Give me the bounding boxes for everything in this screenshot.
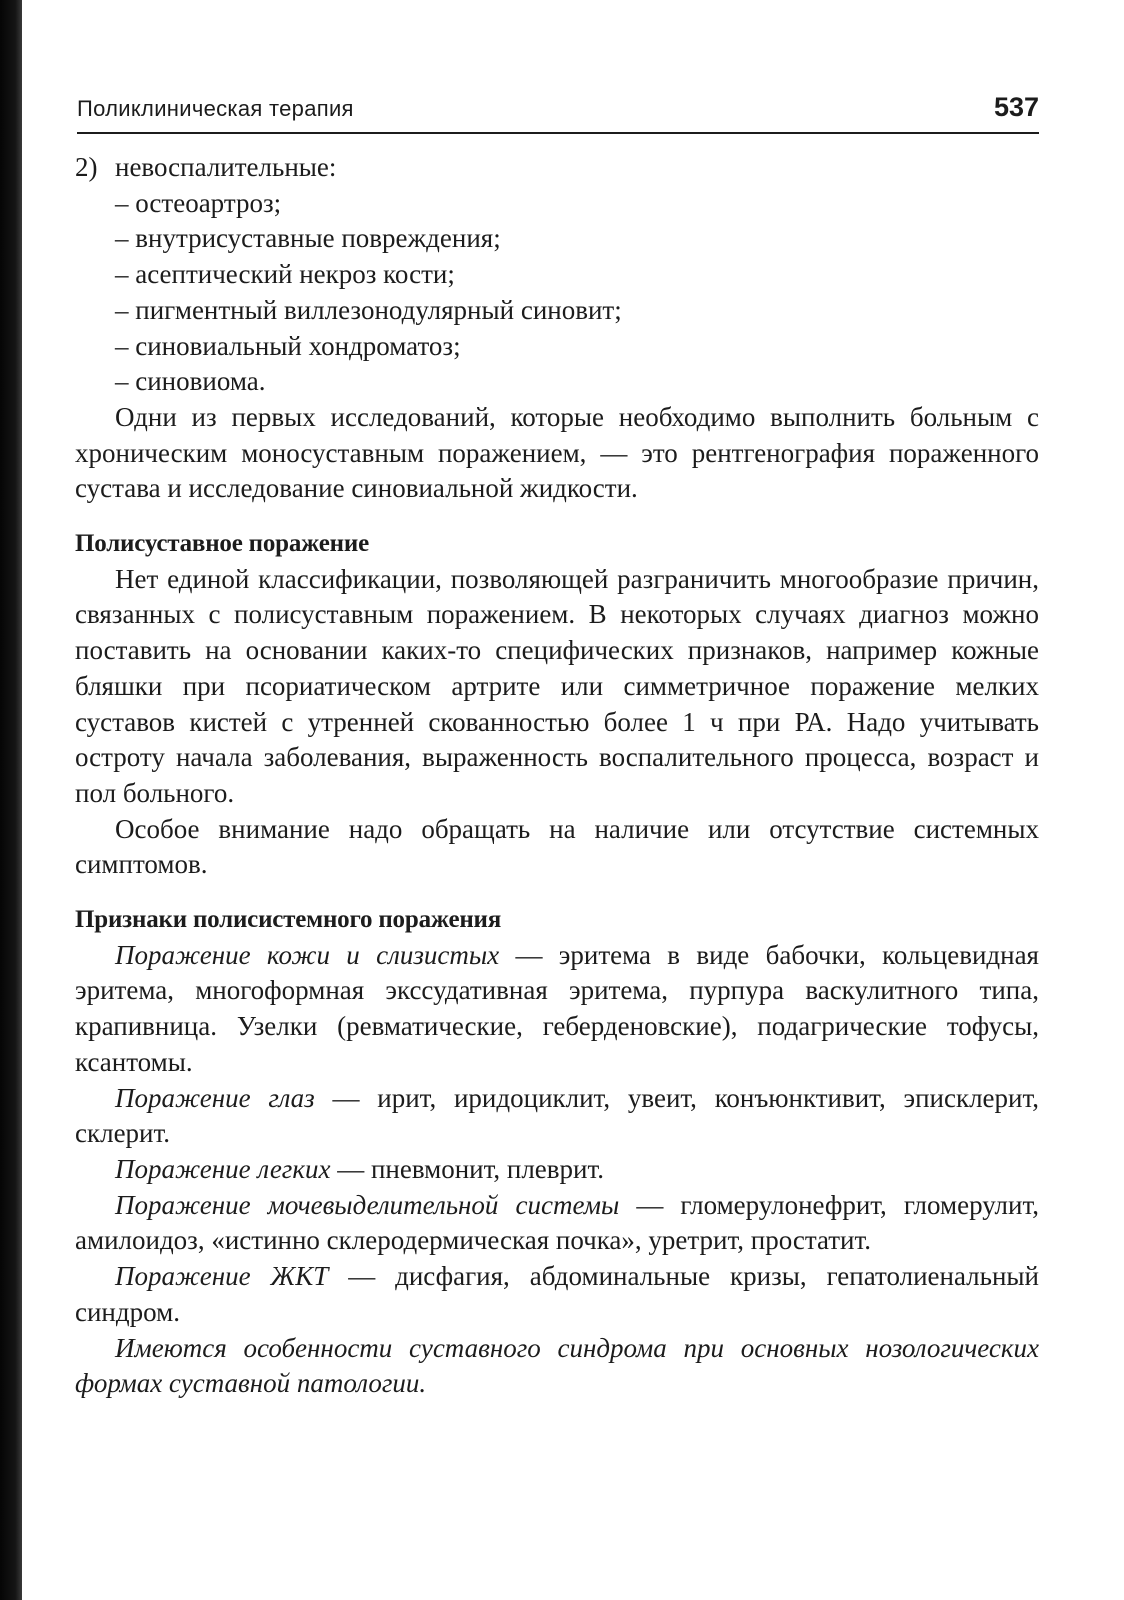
closing-remark: Имеются особенности суставного синдрома при основных нозологических формах суставной патологии. xyxy=(75,1332,1039,1399)
paragraph-polyarticular: Нет единой классификации, позволяющей разграничить многообразие причин, связанных с полисуставным поражением. В некоторых случаях диагноз можно поставить на основании каких-то специфических признаков, например кожные бляшки при псориатическом артрите или симметричное поражение мелких суставов кистей с утренней скованностью более 1 ч при РА. Надо учитывать остроту начала заболевания, выраженность воспалительного процесса, возраст и пол больного. xyxy=(75,563,1039,808)
lesion-term: Поражение ЖКТ xyxy=(115,1261,329,1292)
lesion-description: — эритема в виде бабочки, кольцевидная эритема, многоформная экссудативная эритема, пурпура васкулитного типа, крапивница. Узелки (ревматические, геберденовские), подагрические тофусы, ксантомы. xyxy=(75,939,1039,1077)
list-item: – синовиальный хондроматоз; xyxy=(115,330,461,361)
list-title: невоспалительные: xyxy=(115,152,337,182)
lesion-description: — гломерулонефрит, гломерулит, амилоидоз, «истинно склеродермическая почка», уретрит, простатит. xyxy=(75,1189,1039,1256)
list-heading xyxy=(75,150,1039,186)
lesion-entry-gi xyxy=(75,1259,1039,1330)
lesion-entry-eyes xyxy=(75,1081,1039,1152)
lesion-entry-skin xyxy=(75,938,1039,1081)
lesion-term: Поражение кожи и слизистых xyxy=(115,939,500,970)
list-item: – пигментный виллезонодулярный синовит; xyxy=(115,294,622,325)
paragraph-monoarticular: Одни из первых исследований, которые необходимо выполнить больным с хроническим моносуставным поражением, — это рентгенография пораженного сустава и исследование синовиальной жидкости. xyxy=(75,401,1039,504)
list-item: – остеоартроз; xyxy=(115,187,282,218)
lesion-term: Поражение мочевыделительной системы xyxy=(115,1189,620,1220)
lesion-entry-lungs xyxy=(75,1152,1039,1188)
book-spine-shadow xyxy=(0,0,22,1600)
lesion-description: — ирит, иридоциклит, увеит, конъюнктивит, эписклерит, склерит. xyxy=(75,1082,1039,1149)
lesion-description: — пневмонит, плеврит. xyxy=(330,1153,604,1184)
list-number: 2) xyxy=(75,152,98,182)
page-number: 537 xyxy=(993,92,1039,122)
section-heading-polysystemic: Признаки полисистемного поражения xyxy=(75,906,502,934)
list-item: – асептический некроз кости; xyxy=(115,259,455,290)
lesion-term: Поражение легких xyxy=(115,1153,331,1184)
section-heading-polyarticular: Полисуставное поражение xyxy=(75,530,369,558)
page-body xyxy=(75,150,1039,1402)
paragraph-systemic-symptoms: Особое внимание надо обращать на наличие или отсутствие системных симптомов. xyxy=(75,813,1039,880)
running-head xyxy=(77,92,1039,134)
lesion-entry-urinary xyxy=(75,1188,1039,1259)
list-item: – синовиома. xyxy=(115,366,266,397)
list-item: – внутрисуставные повреждения; xyxy=(115,223,501,254)
lesion-term: Поражение глаз xyxy=(115,1082,315,1113)
lesion-description: — дисфагия, абдоминальные кризы, гепатолиенальный синдром. xyxy=(75,1261,1039,1327)
running-title: Поликлиническая терапия xyxy=(77,96,354,121)
